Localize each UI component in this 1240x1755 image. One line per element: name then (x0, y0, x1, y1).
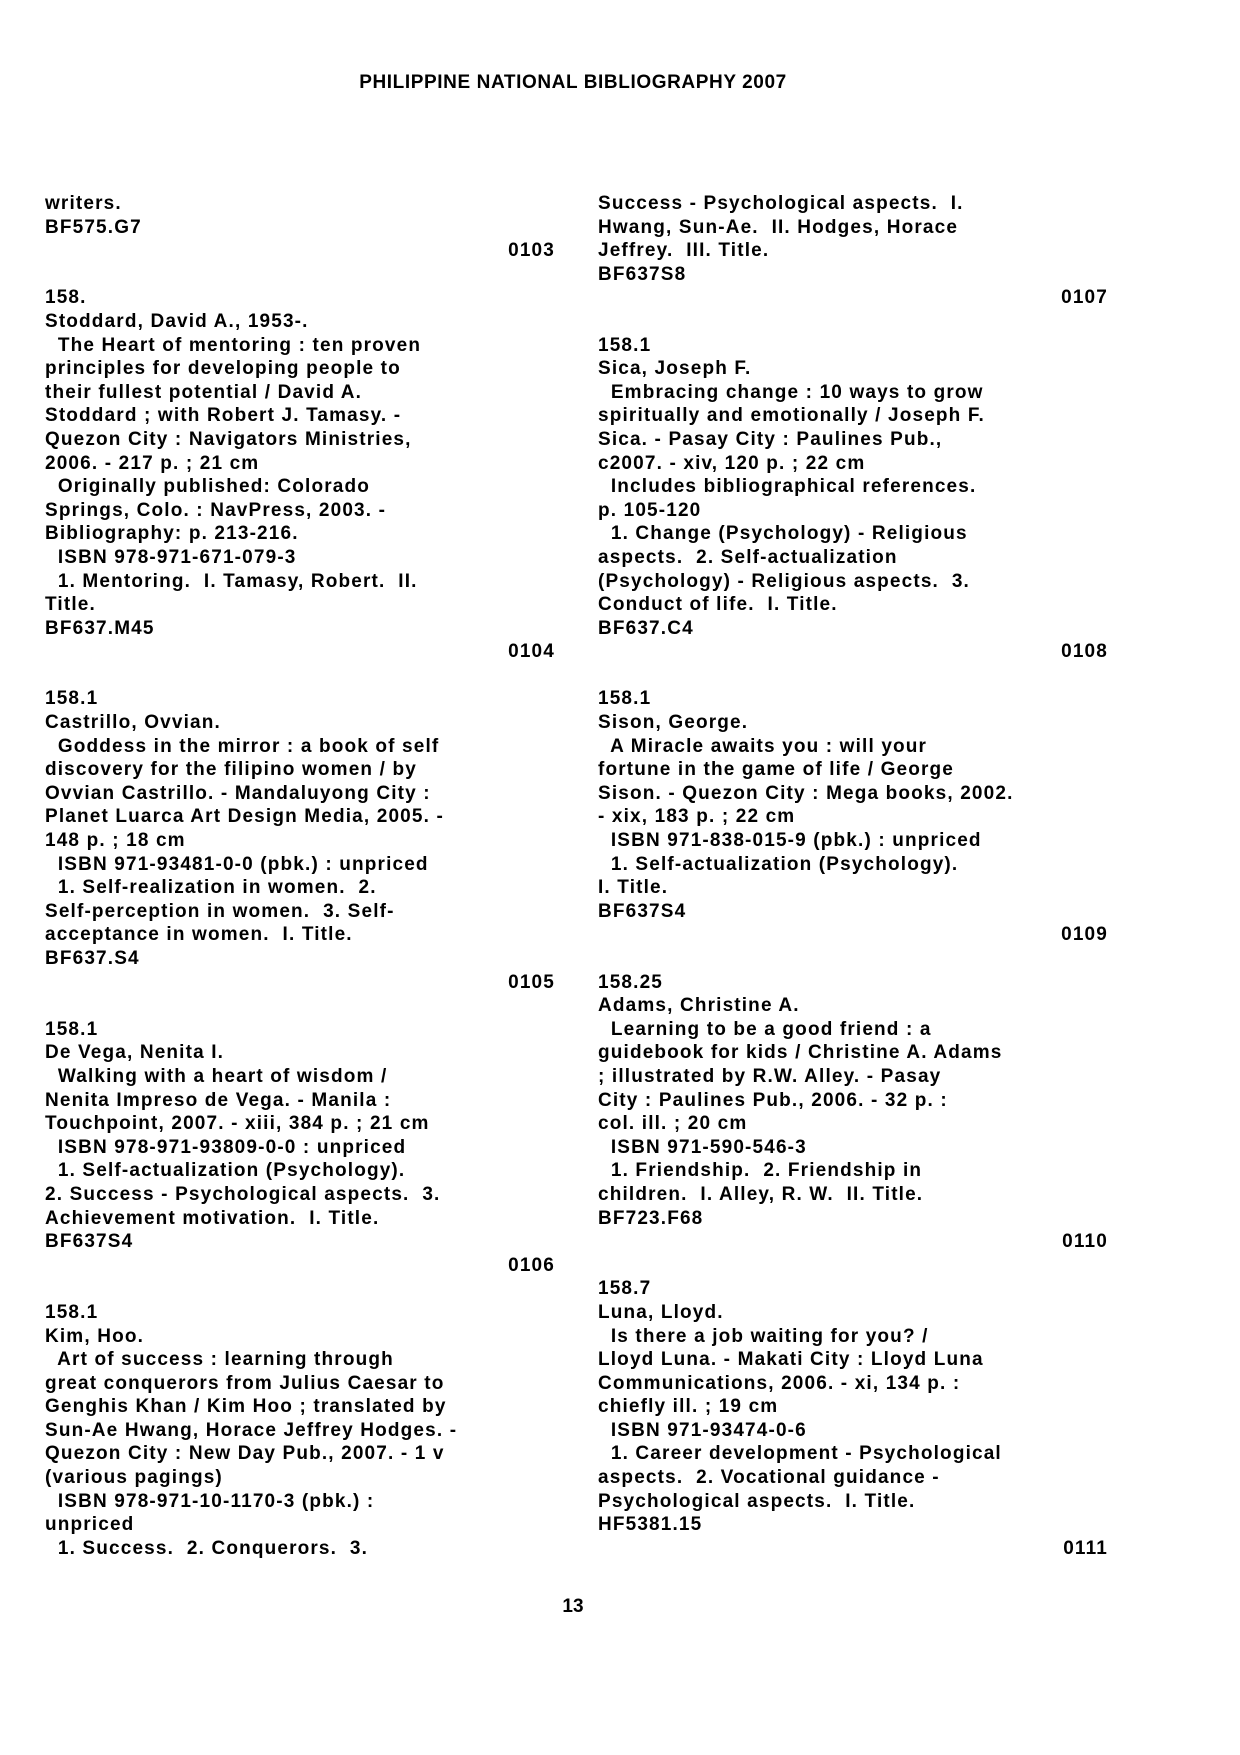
right-column (598, 192, 1108, 1560)
bibliography-line: De Vega, Nenita I. (45, 1042, 225, 1064)
bibliography-line: Stoddard ; with Robert J. Tamasy. - (45, 405, 402, 427)
bibliography-line: 1. Self-actualization (Psychology). (45, 1160, 406, 1182)
bibliography-line: 158.1 (45, 1018, 99, 1040)
page-header-title: PHILIPPINE NATIONAL BIBLIOGRAPHY 2007 (359, 72, 787, 93)
bibliography-line: 1. Change (Psychology) - Religious (598, 523, 968, 545)
bibliography-line: 1. Success. 2. Conquerors. 3. (45, 1537, 369, 1559)
bibliography-line: children. I. Alley, R. W. II. Title. (598, 1183, 924, 1205)
entry-number: 0109 (1061, 924, 1108, 946)
bibliography-line: ISBN 971-590-546-3 (598, 1136, 807, 1158)
bibliography-line: Success - Psychological aspects. I. (598, 193, 964, 214)
bibliography-line: Embracing change : 10 ways to grow (598, 381, 984, 403)
bibliography-line (598, 947, 1108, 971)
entry-number: 0108 (1061, 641, 1108, 663)
bibliography-line: Nenita Impreso de Vega. - Manila : (45, 1089, 392, 1111)
bibliography-line: Jeffrey. III. Title. (598, 240, 770, 262)
entry-number: 0106 (508, 1254, 555, 1276)
bibliography-line: BF637.M45 (45, 617, 155, 639)
bibliography-line: A Miracle awaits you : will your (598, 735, 928, 757)
bibliography-line (45, 664, 555, 688)
bibliography-line: City : Paulines Pub., 2006. - 32 p. : (598, 1089, 948, 1111)
bibliography-line: acceptance in women. I. Title. (45, 924, 353, 946)
bibliography-line: chiefly ill. ; 19 cm (598, 1396, 779, 1418)
bibliography-line (45, 994, 555, 1018)
bibliography-line: Sica, Joseph F. (598, 358, 752, 380)
bibliography-line: ISBN 971-93474-0-6 (598, 1419, 807, 1441)
bibliography-line: ISBN 978-971-93809-0-0 : unpriced (45, 1136, 407, 1158)
bibliography-line: Quezon City : New Day Pub., 2007. - 1 v (45, 1443, 445, 1465)
bibliography-line: BF637S8 (598, 263, 687, 285)
bibliography-line: 158.1 (598, 334, 652, 356)
bibliography-line: Conduct of life. I. Title. (598, 594, 838, 616)
bibliography-line: BF575.G7 (45, 216, 142, 238)
bibliography-line: Art of success : learning through (45, 1349, 394, 1371)
bibliography-line: Self-perception in women. 3. Self- (45, 900, 395, 922)
bibliography-line: HF5381.15 (598, 1514, 703, 1536)
bibliography-line: Genghis Khan / Kim Hoo ; translated by (45, 1396, 447, 1418)
bibliography-line: Adams, Christine A. (598, 995, 800, 1017)
bibliography-line (598, 664, 1108, 688)
bibliography-line: writers. (45, 193, 122, 214)
bibliography-line: Kim, Hoo. (45, 1325, 145, 1347)
bibliography-line: guidebook for kids / Christine A. Adams (598, 1042, 1003, 1064)
bibliography-line: great conquerors from Julius Caesar to (45, 1372, 445, 1394)
bibliography-line: principles for developing people to (45, 358, 401, 380)
bibliography-line: Sison. - Quezon City : Mega books, 2002. (598, 782, 1014, 804)
bibliography-line: 148 p. ; 18 cm (45, 830, 186, 852)
entry-number: 0103 (508, 240, 555, 262)
bibliography-line: BF637.C4 (598, 617, 694, 639)
bibliography-line: 1. Friendship. 2. Friendship in (598, 1160, 923, 1182)
bibliography-line: Luna, Lloyd. (598, 1301, 724, 1323)
bibliography-line: (various pagings) (45, 1467, 223, 1489)
bibliography-line: Sison, George. (598, 712, 749, 734)
bibliography-line: ISBN 978-971-10-1170-3 (pbk.) : (45, 1490, 375, 1512)
bibliography-line: BF723.F68 (598, 1207, 704, 1229)
bibliography-line: 158.1 (45, 1301, 99, 1323)
bibliography-line: Originally published: Colorado (45, 476, 370, 498)
bibliography-line: discovery for the filipino women / by (45, 759, 417, 781)
bibliography-line: Hwang, Sun-Ae. II. Hodges, Horace (598, 216, 959, 238)
bibliography-line: Walking with a heart of wisdom / (45, 1065, 388, 1087)
bibliography-line: col. ill. ; 20 cm (598, 1113, 748, 1135)
bibliography-line: aspects. 2. Vocational guidance - (598, 1467, 940, 1489)
bibliography-line: spiritually and emotionally / Joseph F. (598, 405, 985, 427)
bibliography-line: Ovvian Castrillo. - Mandaluyong City : (45, 782, 431, 804)
bibliography-line: Touchpoint, 2007. - xiii, 384 p. ; 21 cm (45, 1113, 430, 1135)
left-column (45, 192, 555, 1560)
bibliography-line: Castrillo, Ovvian. (45, 712, 221, 734)
bibliography-line: BF637S4 (598, 900, 687, 922)
bibliography-line: 1. Mentoring. I. Tamasy, Robert. II. (45, 570, 418, 592)
bibliography-line: 1. Career development - Psychological (598, 1443, 1002, 1465)
bibliography-line: 1. Self-realization in women. 2. (45, 877, 377, 899)
bibliography-line: Sica. - Pasay City : Paulines Pub., (598, 428, 943, 450)
bibliography-line: ISBN 971-838-015-9 (pbk.) : unpriced (598, 830, 982, 852)
bibliography-line (45, 263, 555, 287)
bibliography-line: Title. (45, 594, 96, 616)
bibliography-line: Springs, Colo. : NavPress, 2003. - (45, 499, 387, 521)
bibliography-line: Is there a job waiting for you? / (598, 1325, 929, 1347)
bibliography-line: ; illustrated by R.W. Alley. - Pasay (598, 1065, 942, 1087)
bibliography-line: Stoddard, David A., 1953-. (45, 310, 309, 332)
bibliography-line: Planet Luarca Art Design Media, 2005. - (45, 806, 444, 828)
entry-number: 0104 (508, 641, 555, 663)
bibliography-line: unpriced (45, 1514, 135, 1536)
bibliography-line: ISBN 971-93481-0-0 (pbk.) : unpriced (45, 853, 429, 875)
bibliography-line: aspects. 2. Self-actualization (598, 546, 898, 568)
bibliography-line: - xix, 183 p. ; 22 cm (598, 806, 796, 828)
bibliography-line: 158. (45, 287, 87, 309)
bibliography-line: 1. Self-actualization (Psychology). (598, 853, 959, 875)
bibliography-line: The Heart of mentoring : ten proven (45, 334, 422, 356)
bibliography-line: 158.1 (45, 688, 99, 710)
bibliography-line (45, 1277, 555, 1301)
bibliography-line (598, 310, 1108, 334)
bibliography-line: I. Title. (598, 877, 669, 899)
bibliography-line: 2. Success - Psychological aspects. 3. (45, 1183, 441, 1205)
bibliography-line: 158.25 (598, 971, 664, 993)
bibliography-line: p. 105-120 (598, 499, 702, 521)
bibliography-line: Quezon City : Navigators Ministries, (45, 428, 412, 450)
bibliography-line: 158.1 (598, 688, 652, 710)
bibliography-line: Communications, 2006. - xi, 134 p. : (598, 1372, 961, 1394)
entry-number: 0110 (1062, 1231, 1108, 1253)
bibliography-line: 158.7 (598, 1278, 652, 1300)
bibliography-line: BF637S4 (45, 1231, 134, 1253)
page-number: 13 (562, 1596, 584, 1617)
entry-number: 0105 (508, 971, 555, 993)
bibliography-line: fortune in the game of life / George (598, 759, 954, 781)
bibliography-line: Sun-Ae Hwang, Horace Jeffrey Hodges. - (45, 1419, 458, 1441)
bibliography-line: Learning to be a good friend : a (598, 1018, 932, 1040)
bibliography-line: 2006. - 217 p. ; 21 cm (45, 452, 260, 474)
bibliography-line: (Psychology) - Religious aspects. 3. (598, 570, 970, 592)
bibliography-line: c2007. - xiv, 120 p. ; 22 cm (598, 452, 866, 474)
bibliography-line: their fullest potential / David A. (45, 381, 363, 403)
bibliography-line: Psychological aspects. I. Title. (598, 1490, 916, 1512)
bibliography-line: Goddess in the mirror : a book of self (45, 735, 440, 757)
bibliography-line: BF637.S4 (45, 948, 140, 969)
bibliography-line: Includes bibliographical references. (598, 476, 977, 498)
bibliography-line: Bibliography: p. 213-216. (45, 523, 299, 545)
bibliography-line: Lloyd Luna. - Makati City : Lloyd Luna (598, 1349, 984, 1371)
bibliography-line: ISBN 978-971-671-079-3 (45, 546, 297, 568)
bibliography-line (598, 1254, 1108, 1278)
bibliography-line: Achievement motivation. I. Title. (45, 1207, 380, 1229)
entry-number: 0111 (1063, 1537, 1108, 1559)
entry-number: 0107 (1061, 287, 1108, 309)
